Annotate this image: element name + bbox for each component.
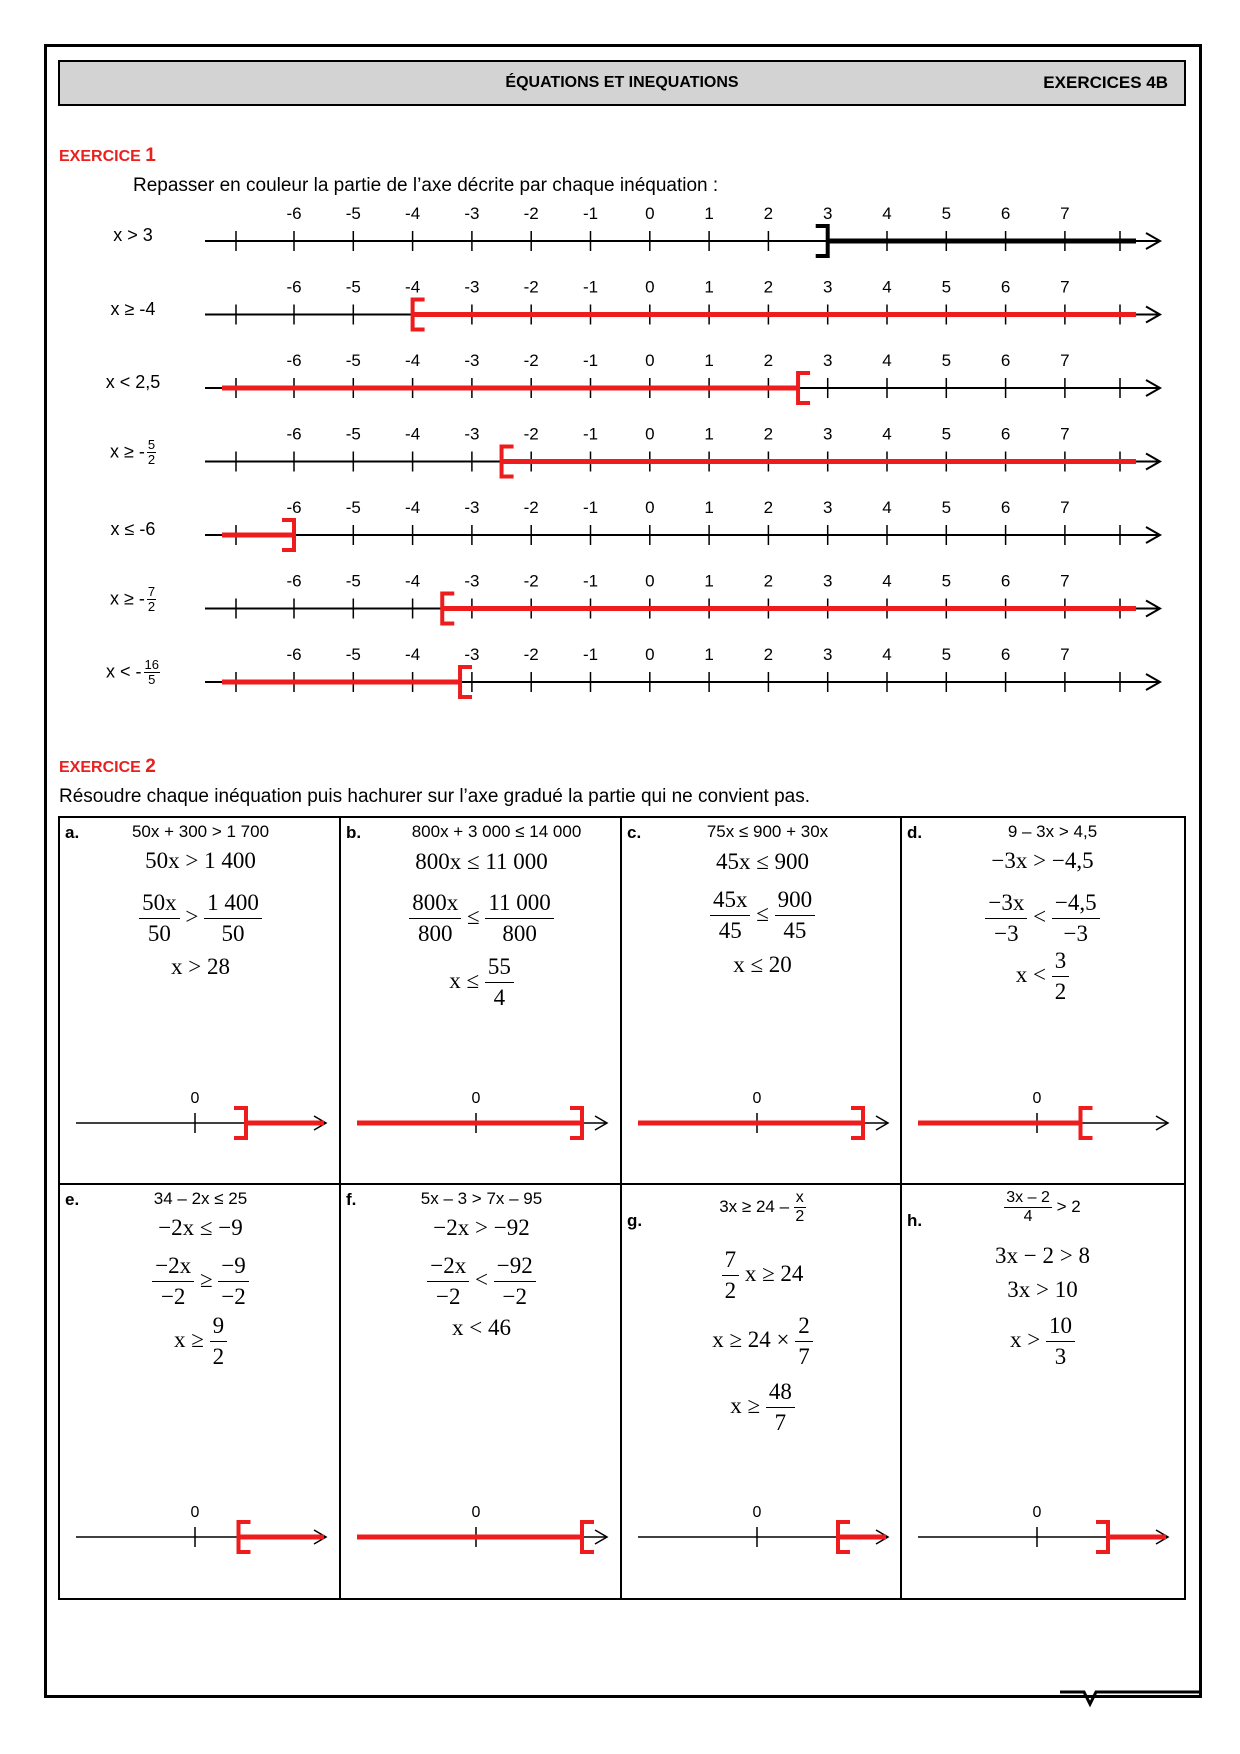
tick-label: 1 [704, 351, 714, 370]
cell-h: h. $\frac{3x - 2}{4}$ > 2 3x − 2 > 8 3x > 10 x > $\frac{10}{3}$ [902, 1185, 1183, 1551]
tick-label: -6 [286, 498, 302, 517]
tick-label: -6 [286, 571, 302, 591]
tick-label: 4 [882, 424, 892, 444]
step-c-1: 45x ≤ 900 [715, 849, 810, 874]
tick-label: 6 [1000, 498, 1011, 517]
cell-b: b. 800x + 3 000 ≤ 14 000 800x ≤ 11 000 $\frac{800x}{800}$ ≤ $\frac{11 000}{800}$ x ≤ $\frac{55}{4}$ [341, 818, 622, 1184]
inequality-label: x < - $\frac{16}{5}$ [106, 657, 159, 687]
tick-label: 3 [822, 645, 833, 664]
exercise-2-label: EXERCICE 2 [59, 756, 156, 777]
tick-label: 4 [882, 498, 892, 517]
tick-label: 3 [822, 351, 833, 370]
tick-label: 1 [704, 498, 714, 517]
inequality-label: x > 3 [113, 225, 153, 245]
tick-label: -6 [286, 351, 302, 370]
tick-label: 6 [1000, 645, 1011, 664]
tick-label: 5 [941, 204, 952, 223]
tick-label: 4 [882, 277, 892, 297]
header-exercises: EXERCICES 4B [1043, 73, 1168, 92]
tick-label: -5 [345, 424, 361, 444]
problem-h: $\frac{3x - 2}{4}$ > 2 [1006, 1189, 1081, 1225]
inequality-label: x < 2,5 [105, 372, 161, 392]
mini-axis-zero: 0 [471, 1090, 481, 1107]
problem-f: 5x – 3 > 7x – 95 [420, 1189, 543, 1208]
problem-d: 9 – 3x > 4,5 [1007, 822, 1098, 841]
problem-b: 800x + 3 000 ≤ 14 000 [411, 822, 582, 841]
step-f-2: $\frac{-2x}{-2}$ < $\frac{-92}{-2}$ [341, 1251, 622, 1312]
cell-c: c. 75x ≤ 900 + 30x 45x ≤ 900 $\frac{45x}{45}$ ≤ $\frac{900}{45}$ x ≤ 20 [622, 818, 903, 1184]
cell-a: a. 50x + 300 > 1 700 50x > 1 400 $\frac{50x}{50}$ > $\frac{1 400}{50}$ x > 28 [60, 818, 341, 1184]
tick-label: -4 [405, 277, 421, 297]
step-c-3: x ≤ 20 [733, 952, 792, 977]
exercise-1-label: EXERCICE 1 [59, 145, 156, 166]
step-d-1: −3x > −4,5 [991, 848, 1094, 873]
tick-label: 2 [763, 424, 774, 444]
tick-label: 5 [941, 351, 952, 370]
tick-label: 4 [882, 571, 892, 591]
tick-label: 6 [1000, 424, 1011, 444]
tick-label: -4 [405, 204, 421, 223]
tick-label: 2 [763, 351, 774, 370]
tick-label: 5 [941, 277, 952, 297]
tick-label: -1 [582, 498, 599, 517]
step-a-3: x > 28 [171, 954, 230, 979]
tick-label: 2 [763, 498, 774, 517]
tick-label: 5 [941, 498, 952, 517]
cell-f: f. 5x – 3 > 7x – 95 −2x > −92 $\frac{-2x}{-2}$ < $\frac{-92}{-2}$ x < 46 [341, 1185, 622, 1551]
tick-label: 7 [1060, 498, 1070, 517]
tick-label: 7 [1060, 645, 1070, 664]
tick-label: -6 [286, 204, 302, 223]
tick-label: -2 [523, 351, 539, 370]
tick-label: -2 [523, 498, 539, 517]
tick-label: 0 [645, 277, 655, 297]
tick-label: 5 [941, 571, 952, 591]
inequality-label: x ≥ - $\frac{7}{2}$ [109, 583, 156, 614]
mini-axis-zero: 0 [1032, 1504, 1042, 1521]
step-h-2: 3x > 10 [1007, 1277, 1078, 1302]
step-h-1: 3x − 2 > 8 [995, 1243, 1090, 1268]
tick-label: 3 [822, 277, 833, 297]
exercise-1-instruction: Repasser en couleur la partie de l’axe décrite par chaque inéquation : [133, 175, 719, 196]
tick-label: 5 [941, 645, 952, 664]
step-a-2: $\frac{50x}{50}$ > $\frac{1 400}{50}$ [60, 888, 341, 949]
step-a-1: 50x > 1 400 [145, 848, 256, 873]
tick-label: 4 [882, 645, 892, 664]
tick-label: -3 [464, 204, 480, 223]
mini-axis-zero: 0 [752, 1090, 762, 1107]
tick-label: -2 [523, 277, 539, 297]
step-c-2: $\frac{45x}{45}$ ≤ $\frac{900}{45}$ [622, 885, 903, 946]
tick-label: -3 [464, 645, 480, 664]
tick-label: 7 [1060, 204, 1070, 223]
problem-a: 50x + 300 > 1 700 [131, 822, 270, 841]
mini-axis-zero: 0 [190, 1504, 200, 1521]
tick-label: 7 [1060, 424, 1070, 444]
inequality-label: x ≥ - $\frac{5}{2}$ [109, 436, 156, 467]
tick-label: -5 [345, 645, 361, 664]
step-b-1: 800x ≤ 11 000 [415, 849, 548, 874]
cell-g: g. 3x ≥ 24 – $\frac{x}{2}$ $\frac{7}{2}$ x ≥ 24 x ≥ 24 × $\frac{2}{7}$ x ≥ $\frac{48}{7}$ [622, 1185, 903, 1551]
tick-label: 3 [822, 424, 833, 444]
tick-label: 0 [645, 351, 655, 370]
tick-label: 5 [941, 424, 952, 444]
step-e-3: x ≥ $\frac{9}{2}$ [60, 1311, 341, 1372]
tick-label: -1 [582, 351, 599, 370]
tick-label: 0 [645, 204, 655, 223]
tick-label: 6 [1000, 571, 1011, 591]
header-title: ÉQUATIONS ET INEQUATIONS [505, 74, 739, 91]
tick-label: -2 [523, 424, 539, 444]
tick-label: 1 [704, 204, 714, 223]
tick-label: -5 [345, 277, 361, 297]
tick-label: -5 [345, 498, 361, 517]
tick-label: -4 [405, 424, 421, 444]
tick-label: -5 [345, 204, 361, 223]
tick-label: -6 [286, 277, 302, 297]
tick-label: 0 [645, 498, 655, 517]
tick-label: 7 [1060, 351, 1070, 370]
tick-label: 3 [822, 204, 833, 223]
tick-label: -4 [405, 498, 421, 517]
mini-axis-zero: 0 [1032, 1090, 1042, 1107]
tick-label: -3 [464, 498, 480, 517]
tick-label: 6 [1000, 351, 1011, 370]
problem-g: 3x ≥ 24 – $\frac{x}{2}$ [719, 1189, 805, 1225]
tick-label: -2 [523, 204, 539, 223]
tick-label: 6 [1000, 277, 1011, 297]
tick-label: -3 [464, 277, 480, 297]
step-d-2: $\frac{-3x}{-3}$ < $\frac{-4,5}{-3}$ [902, 888, 1183, 949]
tick-label: 2 [763, 277, 774, 297]
tick-label: 0 [645, 424, 655, 444]
tick-label: -2 [523, 571, 539, 591]
tick-label: 7 [1060, 571, 1070, 591]
problem-e: 34 – 2x ≤ 25 [153, 1189, 248, 1208]
page-corner-mark [1060, 1690, 1202, 1710]
tick-label: 6 [1000, 204, 1011, 223]
step-f-3: x < 46 [452, 1315, 511, 1340]
tick-label: -5 [345, 351, 361, 370]
tick-label: 3 [822, 571, 833, 591]
cell-d: d. 9 – 3x > 4,5 −3x > −4,5 $\frac{-3x}{-3}$ < $\frac{-4,5}{-3}$ x < $\frac{3}{2}$ [902, 818, 1183, 1184]
tick-label: -5 [345, 571, 361, 591]
step-h-3: x > $\frac{10}{3}$ [902, 1311, 1183, 1372]
inequality-label: x ≥ -4 [110, 298, 156, 319]
tick-label: 2 [763, 571, 774, 591]
tick-label: -1 [582, 204, 599, 223]
exercise-2-instruction: Résoudre chaque inéquation puis hachurer sur l’axe gradué la partie qui ne convient pas. [59, 786, 810, 807]
step-b-2: $\frac{800x}{800}$ ≤ $\frac{11 000}{800}$ [341, 888, 622, 949]
tick-label: 0 [645, 571, 655, 591]
tick-label: 1 [704, 645, 714, 664]
tick-label: 4 [882, 351, 892, 370]
step-b-3: x ≤ $\frac{55}{4}$ [341, 952, 622, 1013]
tick-label: -4 [405, 571, 421, 591]
tick-label: 1 [704, 424, 714, 444]
tick-label: 1 [704, 277, 714, 297]
inequality-label: x ≤ -6 [110, 519, 156, 539]
step-f-1: −2x > −92 [433, 1215, 530, 1240]
step-g-3: x ≥ $\frac{48}{7}$ [622, 1377, 903, 1438]
step-e-1: −2x ≤ −9 [158, 1215, 243, 1240]
tick-label: 2 [763, 645, 774, 664]
tick-label: -2 [523, 645, 539, 664]
tick-label: 0 [645, 645, 655, 664]
tick-label: -1 [582, 645, 599, 664]
mini-axis-zero: 0 [190, 1090, 200, 1107]
tick-label: -1 [582, 571, 599, 591]
tick-label: 2 [763, 204, 774, 223]
cell-e: e. 34 – 2x ≤ 25 −2x ≤ −9 $\frac{-2x}{-2}$ ≥ $\frac{-9}{-2}$ x ≥ $\frac{9}{2}$ [60, 1185, 341, 1551]
step-e-2: $\frac{-2x}{-2}$ ≥ $\frac{-9}{-2}$ [60, 1251, 341, 1312]
step-g-2: x ≥ 24 × $\frac{2}{7}$ [622, 1311, 903, 1372]
tick-label: -3 [464, 571, 480, 591]
tick-label: -6 [286, 424, 302, 444]
problem-c: 75x ≤ 900 + 30x [706, 822, 829, 841]
step-g-1: $\frac{7}{2}$ x ≥ 24 [622, 1245, 903, 1306]
tick-label: -4 [405, 645, 421, 664]
mini-axis-zero: 0 [752, 1504, 762, 1521]
mini-axis-zero: 0 [471, 1504, 481, 1521]
tick-label: 7 [1060, 277, 1070, 297]
tick-label: -1 [582, 277, 599, 297]
tick-label: -4 [405, 351, 421, 370]
tick-label: -3 [464, 424, 480, 444]
tick-label: 4 [882, 204, 892, 223]
tick-label: 3 [822, 498, 833, 517]
tick-label: -6 [286, 645, 302, 664]
tick-label: -3 [464, 351, 480, 370]
tick-label: -1 [582, 424, 599, 444]
tick-label: 1 [704, 571, 714, 591]
step-d-3: x < $\frac{3}{2}$ [902, 946, 1183, 1007]
